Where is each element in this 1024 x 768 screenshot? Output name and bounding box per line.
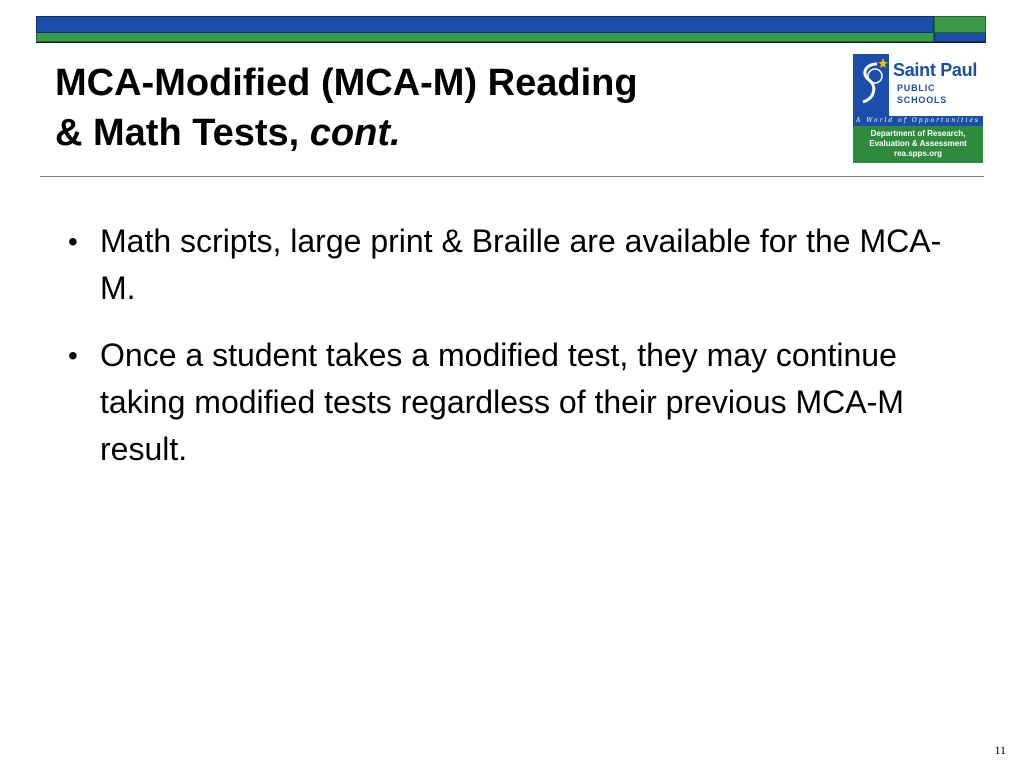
- title-divider: [40, 176, 984, 177]
- logo-dept-line-3: rea.spps.org: [893, 149, 942, 158]
- bullet-marker: •: [68, 226, 78, 257]
- bullet-item: [60, 218, 970, 312]
- bullet-marker: •: [68, 340, 78, 371]
- title-line-2-italic: cont.: [309, 112, 401, 154]
- logo-subtitle: PUBLIC SCHOOLS: [897, 83, 948, 105]
- bullet-item: [60, 332, 970, 473]
- band-green-stripe: [36, 33, 934, 42]
- logo-tagline: A World of Opportunities: [853, 116, 983, 126]
- title-line-2-main: & Math Tests,: [55, 112, 310, 154]
- bullet-text: Once a student takes a modified test, they may continue taking modified tests regardless of their previous MCA-M result.: [100, 337, 904, 467]
- bullet-text: Math scripts, large print & Braille are available for the MCA-M.: [100, 223, 942, 306]
- band-underline: [36, 42, 986, 43]
- logo-department: [853, 126, 983, 163]
- slide-title: [55, 58, 815, 158]
- saint-paul-logo-mark-icon: [853, 54, 889, 116]
- title-line-2: [55, 108, 815, 158]
- logo-dept-line-2: Evaluation & Assessment: [869, 139, 967, 148]
- top-decorative-band: [36, 16, 986, 42]
- band-blue-corner: [934, 33, 986, 42]
- logo-top: [853, 54, 983, 116]
- logo-dept-line-1: Department of Research,: [870, 129, 966, 138]
- band-blue-stripe: [36, 16, 934, 33]
- bullet-list: [60, 218, 970, 493]
- logo-name: Saint Paul: [893, 60, 978, 80]
- title-line-1: MCA-Modified (MCA-M) Reading: [55, 62, 638, 104]
- saint-paul-public-schools-logo: [853, 54, 983, 163]
- band-green-corner: [934, 16, 986, 33]
- slide-number: 11: [994, 743, 1006, 757]
